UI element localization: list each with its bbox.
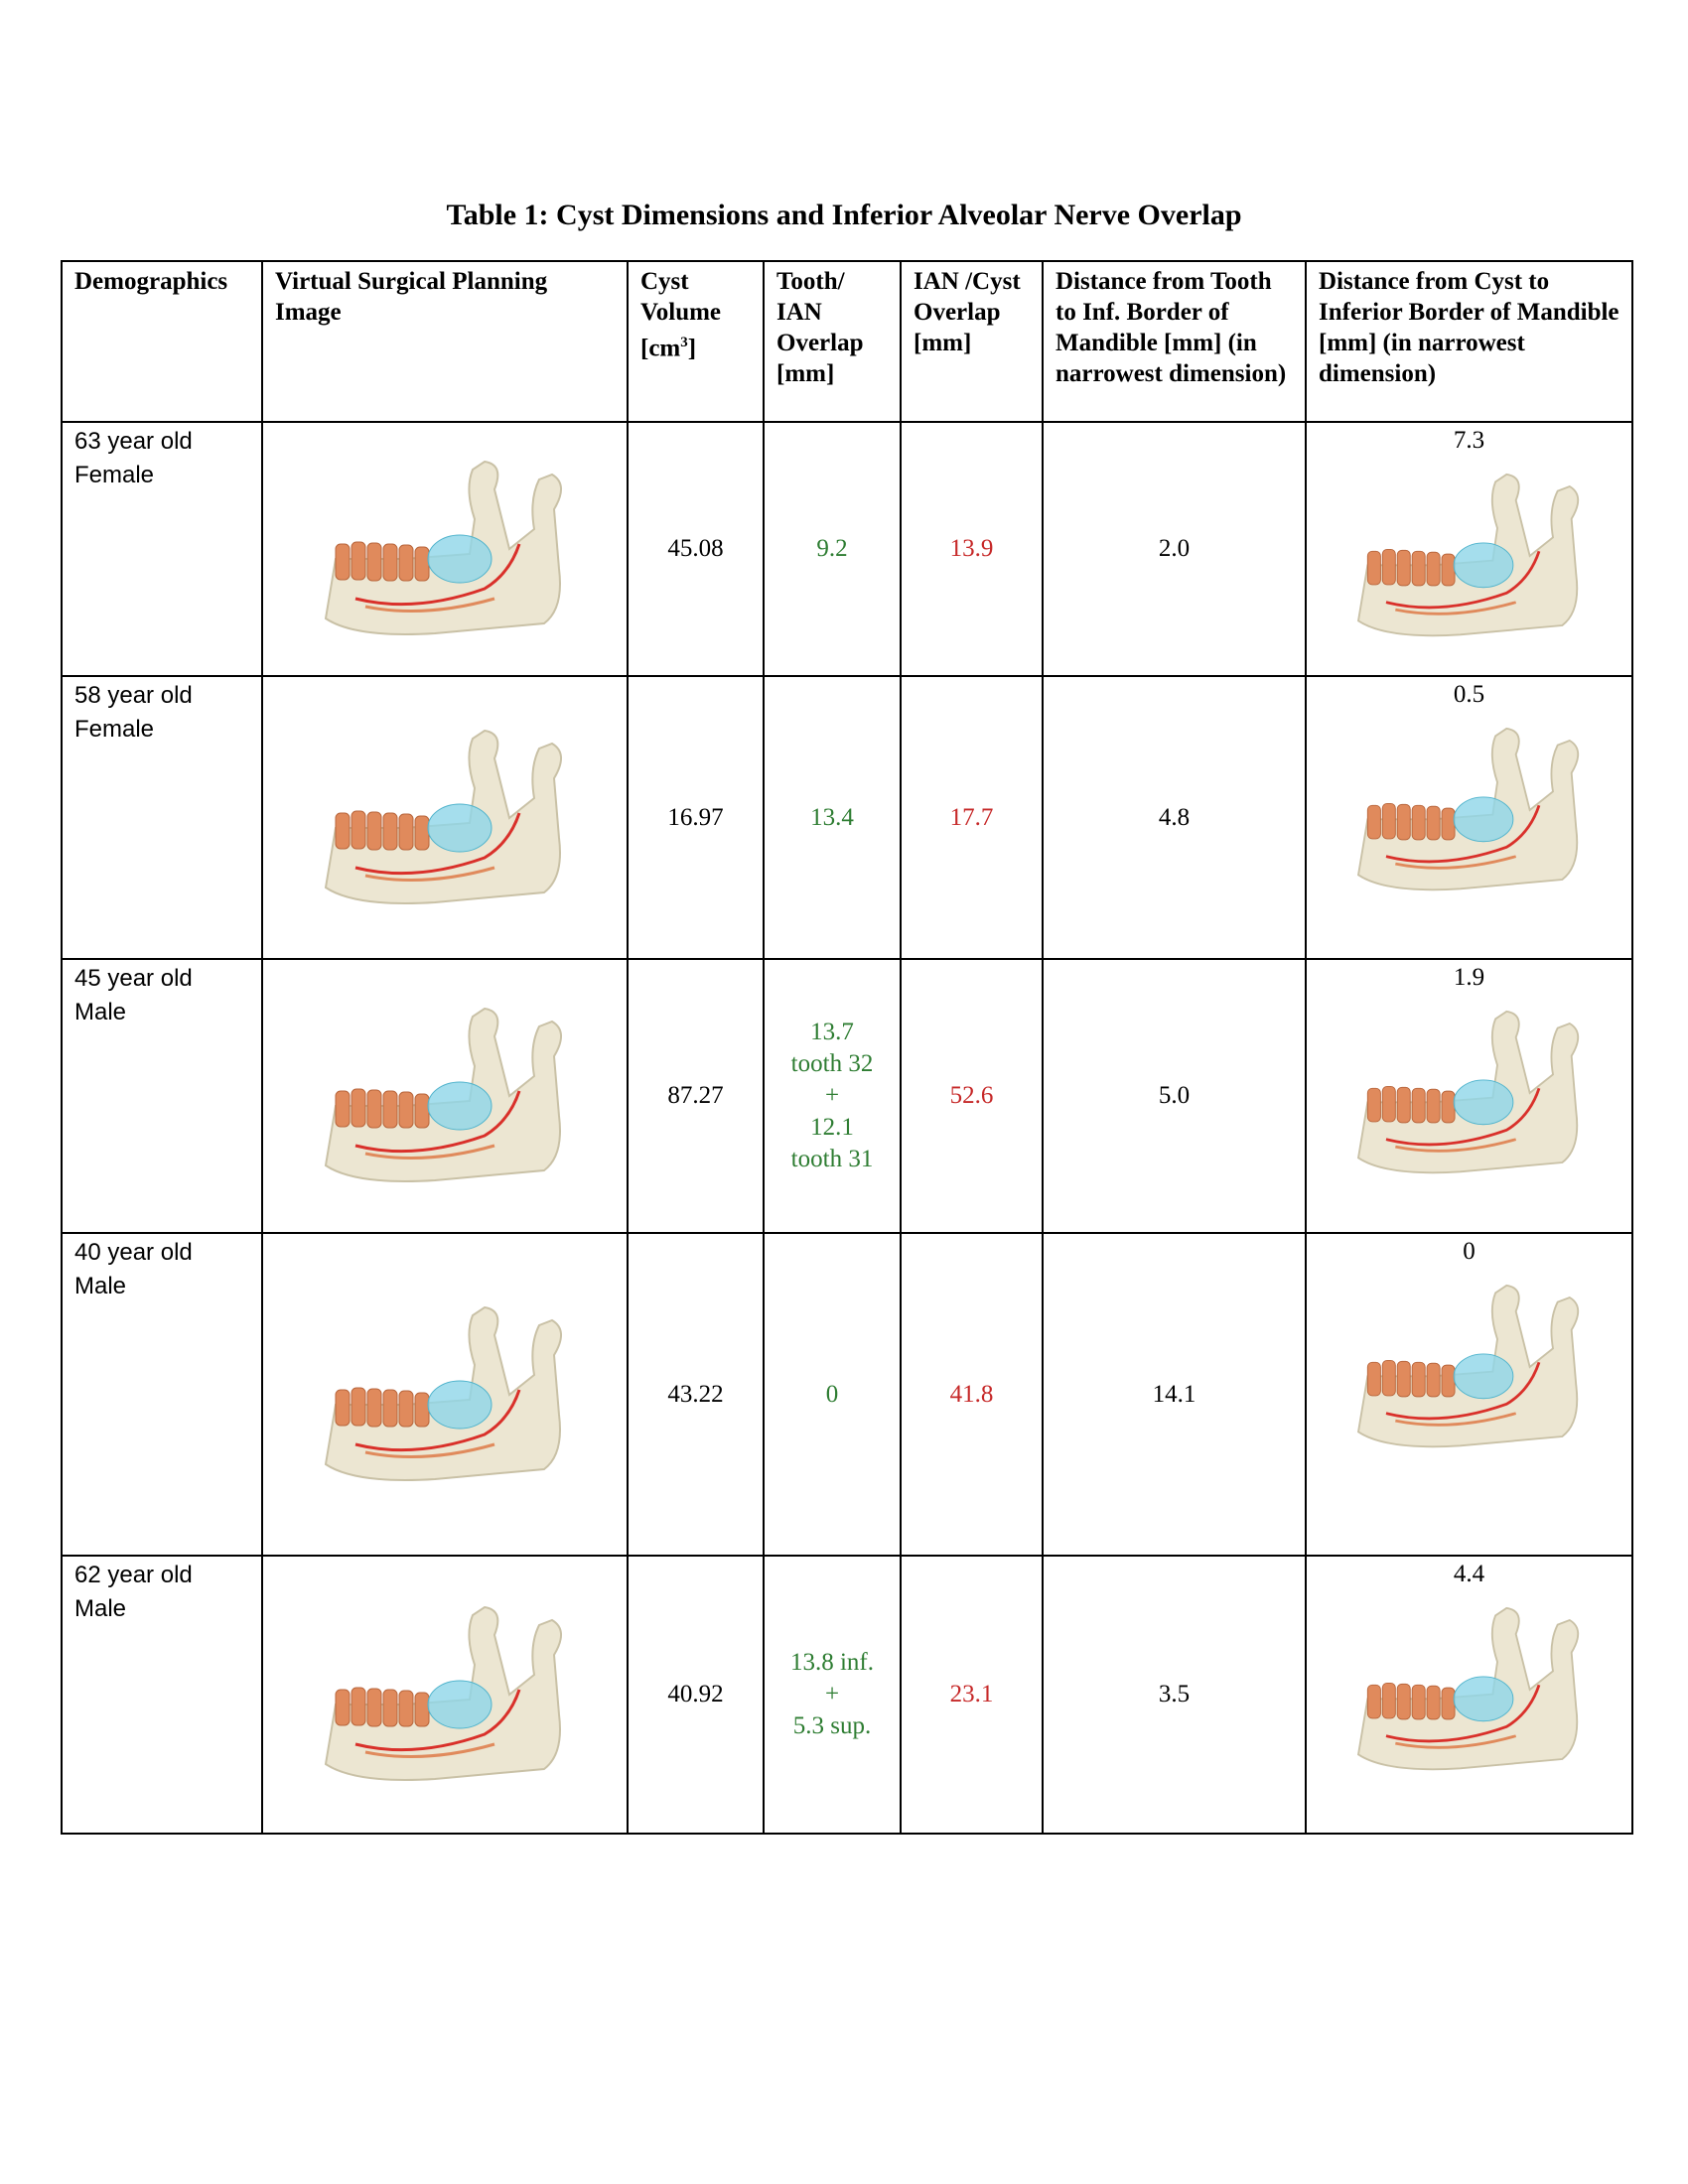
table-row — [62, 422, 1632, 676]
dist-cyst-cell — [1306, 676, 1632, 959]
tooth-ian-cell — [764, 959, 901, 1233]
tooth-ian-line: 9.2 — [816, 535, 848, 562]
cyst-volume-cell: 45.08 — [628, 422, 764, 676]
age-text: 40 year old — [74, 1239, 193, 1266]
ian-cyst-cell: 52.6 — [901, 959, 1043, 1233]
mandible-3d-model-icon — [1331, 1268, 1609, 1466]
table-row — [62, 676, 1632, 959]
ian-cyst-cell: 13.9 — [901, 422, 1043, 676]
dist-cyst-cell — [1306, 1556, 1632, 1834]
age-text: 58 year old — [74, 682, 193, 709]
mandible-3d-model-icon — [296, 450, 594, 648]
tooth-ian-line: tooth 31 — [790, 1146, 874, 1172]
sex-text: Male — [74, 999, 127, 1025]
header-dist-cyst: Distance from Cyst to Inferior Border of Mandible [mm] (in narrowest dimension) — [1306, 261, 1632, 422]
mandible-3d-model-icon — [1331, 994, 1609, 1192]
demographics-cell — [62, 422, 262, 676]
tooth-ian-line: 13.7 — [810, 1019, 854, 1045]
dist-cyst-value: 0.5 — [1453, 681, 1485, 708]
dist-cyst-value: 0 — [1463, 1238, 1476, 1265]
mandible-3d-model-icon — [1331, 457, 1609, 655]
dist-tooth-cell: 3.5 — [1043, 1556, 1306, 1834]
demographics-cell — [62, 1556, 262, 1834]
header-tooth-ian: Tooth/ IAN Overlap [mm] — [764, 261, 901, 422]
table-title: Table 1: Cyst Dimensions and Inferior Alveolar Nerve Overlap — [446, 199, 1242, 231]
dist-cyst-cell — [1306, 959, 1632, 1233]
table-row — [62, 1233, 1632, 1556]
table-row — [62, 1556, 1632, 1834]
ian-cyst-cell: 23.1 — [901, 1556, 1043, 1834]
sex-text: Male — [74, 1273, 127, 1299]
dist-cyst-value: 1.9 — [1453, 964, 1485, 991]
ian-cyst-cell: 41.8 — [901, 1233, 1043, 1556]
dist-tooth-cell: 4.8 — [1043, 676, 1306, 959]
mandible-3d-model-icon — [1331, 1590, 1609, 1789]
mandible-3d-model-icon — [1331, 711, 1609, 909]
tooth-ian-cell — [764, 422, 901, 676]
header-demographics: Demographics — [62, 261, 262, 422]
dist-tooth-cell: 14.1 — [1043, 1233, 1306, 1556]
tooth-ian-line: 5.3 sup. — [792, 1712, 872, 1739]
demographics-cell — [62, 1233, 262, 1556]
header-ian-cyst: IAN /Cyst Overlap [mm] — [901, 261, 1043, 422]
tooth-ian-cell — [764, 1556, 901, 1834]
vsp-image-cell — [262, 676, 628, 959]
vsp-image-cell — [262, 1556, 628, 1834]
age-text: 45 year old — [74, 965, 193, 992]
sex-text: Female — [74, 716, 155, 743]
header-cyst-volume: Cyst Volume $[cm^3]$ — [628, 261, 764, 422]
mandible-3d-model-icon — [296, 1296, 594, 1494]
tooth-ian-cell — [764, 676, 901, 959]
vsp-image-cell — [262, 959, 628, 1233]
tooth-ian-line: 0 — [825, 1380, 839, 1408]
tooth-ian-line: 13.4 — [810, 803, 854, 831]
dist-tooth-cell: 5.0 — [1043, 959, 1306, 1233]
tooth-ian-line: tooth 32 — [790, 1050, 874, 1077]
ian-cyst-cell: 17.7 — [901, 676, 1043, 959]
mandible-3d-model-icon — [296, 719, 594, 917]
tooth-ian-line: 12.1 — [810, 1114, 854, 1141]
cyst-volume-cell: 16.97 — [628, 676, 764, 959]
cyst-volume-cell: 43.22 — [628, 1233, 764, 1556]
dist-cyst-cell — [1306, 422, 1632, 676]
dist-cyst-value: 4.4 — [1453, 1561, 1485, 1587]
tooth-ian-line: + — [824, 1681, 840, 1707]
tooth-ian-cell — [764, 1233, 901, 1556]
mandible-3d-model-icon — [296, 1595, 594, 1794]
dist-cyst-cell — [1306, 1233, 1632, 1556]
tooth-ian-line: + — [824, 1082, 840, 1109]
table-row — [62, 959, 1632, 1233]
sex-text: Female — [74, 462, 155, 488]
vsp-image-cell — [262, 1233, 628, 1556]
demographics-cell — [62, 959, 262, 1233]
header-vsp-image: Virtual Surgical Planning Image — [262, 261, 628, 422]
header-row — [62, 261, 1632, 422]
header-dist-tooth: Distance from Tooth to Inf. Border of Mandible [mm] (in narrowest dimension) — [1043, 261, 1306, 422]
age-text: 63 year old — [74, 428, 193, 455]
vsp-image-cell — [262, 422, 628, 676]
dist-cyst-value: 7.3 — [1453, 427, 1485, 454]
demographics-cell — [62, 676, 262, 959]
cyst-volume-cell: 87.27 — [628, 959, 764, 1233]
cyst-table — [61, 260, 1633, 1835]
sex-text: Male — [74, 1595, 127, 1622]
mandible-3d-model-icon — [296, 997, 594, 1195]
age-text: 62 year old — [74, 1562, 193, 1588]
cyst-volume-cell: 40.92 — [628, 1556, 764, 1834]
dist-tooth-cell: 2.0 — [1043, 422, 1306, 676]
tooth-ian-line: 13.8 inf. — [789, 1649, 875, 1676]
